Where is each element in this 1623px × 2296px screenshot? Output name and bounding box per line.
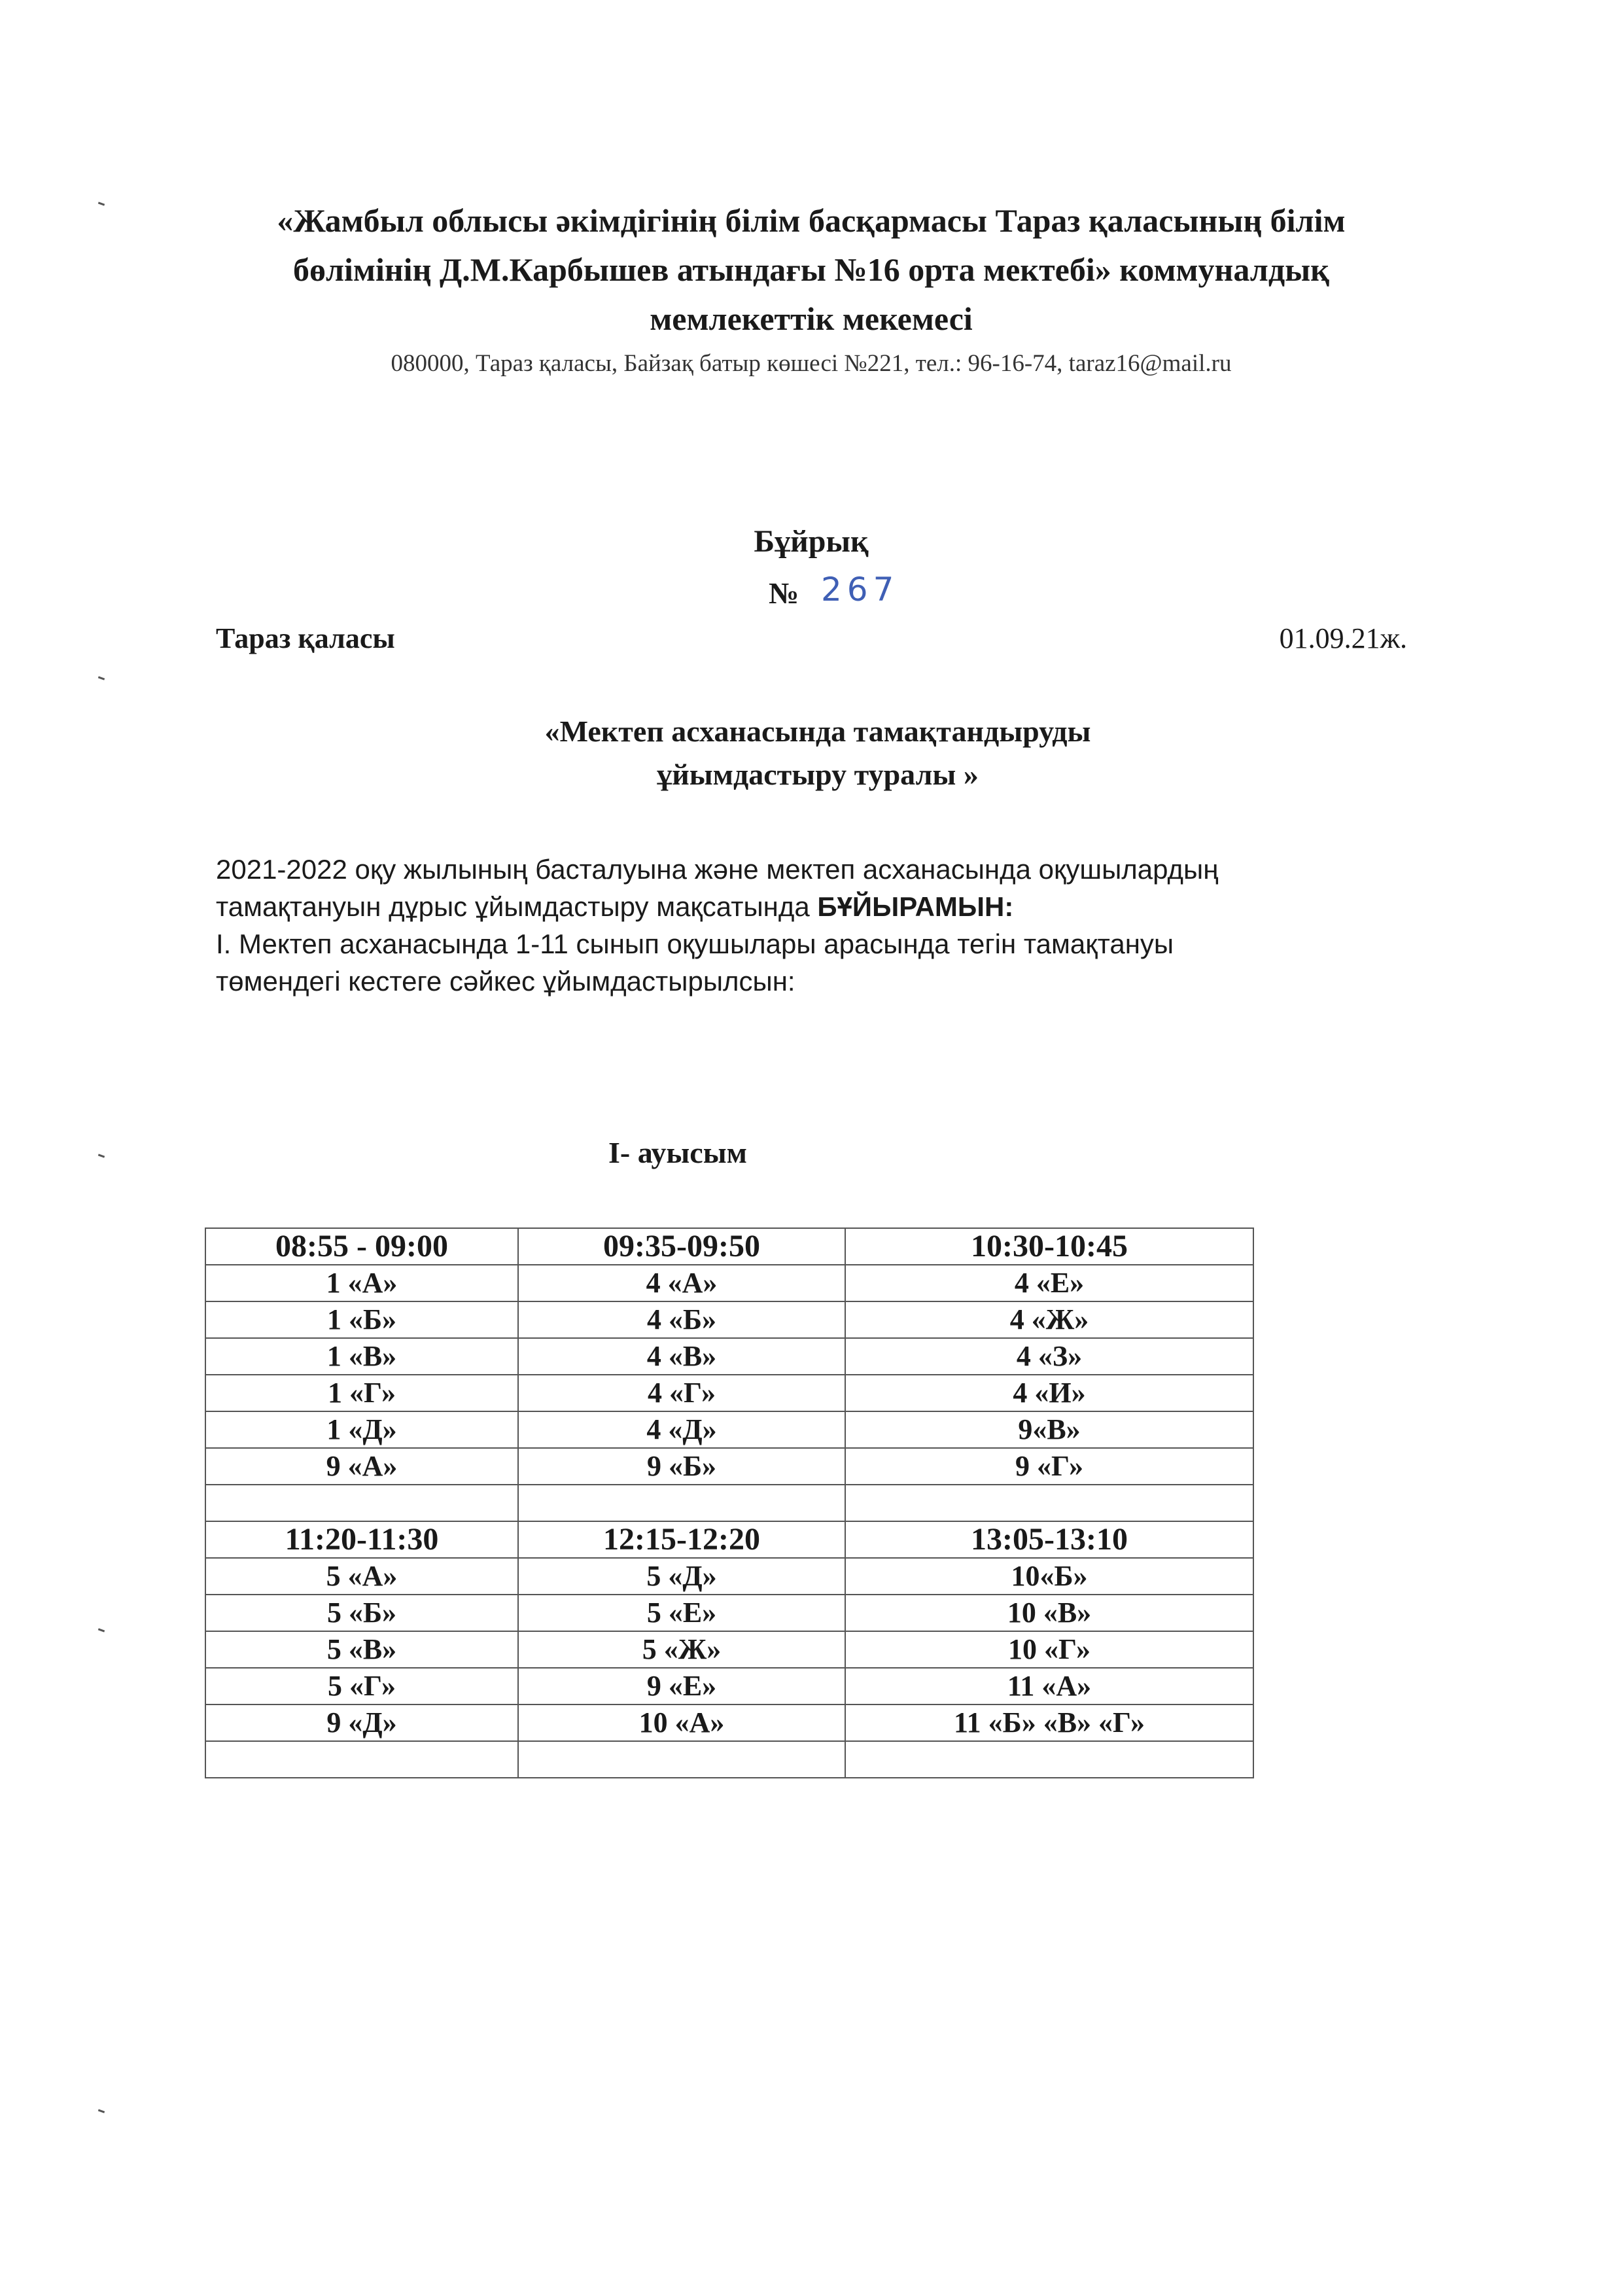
table-row <box>205 1301 1253 1338</box>
class-cell <box>845 1485 1253 1521</box>
class-cell: 11 «А» <box>845 1668 1253 1704</box>
order-number-label: № <box>769 576 799 610</box>
table-row <box>205 1668 1253 1704</box>
time-slot-cell: 11:20-11:30 <box>205 1521 518 1558</box>
body-line-4: төмендегі кестеге сәйкес ұйымдастырылсын: <box>216 966 795 997</box>
table-row <box>205 1704 1253 1741</box>
class-cell: 9 «Д» <box>205 1704 518 1741</box>
class-cell <box>205 1485 518 1521</box>
body-line-3: I. Мектеп асханасында 1-11 сынып оқушылары арасында тегін тамақтануы <box>216 928 1174 959</box>
table-row <box>205 1448 1253 1485</box>
school-address: 080000, Тараз қаласы, Байзақ батыр көшесі №221, тел.: 96-16-74, taraz16@mail.ru <box>391 350 1232 377</box>
order-subject <box>458 710 1178 796</box>
class-cell: 10 «Г» <box>845 1631 1253 1668</box>
class-cell <box>205 1741 518 1778</box>
time-slot-cell: 09:35-09:50 <box>518 1228 845 1265</box>
class-cell: 9 «А» <box>205 1448 518 1485</box>
subject-line-1: «Мектеп асханасында тамақтандыруды <box>544 715 1091 748</box>
class-cell: 5 «Г» <box>205 1668 518 1704</box>
class-cell <box>518 1485 845 1521</box>
table-row <box>205 1485 1253 1521</box>
time-slot-cell: 13:05-13:10 <box>845 1521 1253 1558</box>
body-line-2 <box>216 888 1406 925</box>
time-slot-row <box>205 1521 1253 1558</box>
order-date: 01.09.21ж. <box>1279 622 1407 654</box>
class-cell: 4 «Ж» <box>845 1301 1253 1338</box>
class-cell: 4 «З» <box>845 1338 1253 1375</box>
scan-mark <box>98 2109 105 2113</box>
class-cell: 4 «Д» <box>518 1411 845 1448</box>
class-cell: 9«В» <box>845 1411 1253 1448</box>
subject-line-2: ұйымдастыру туралы » <box>657 758 979 791</box>
order-body <box>216 851 1406 1000</box>
order-city: Тараз қаласы <box>216 622 395 654</box>
shift-title: I- ауысым <box>608 1136 747 1169</box>
class-cell: 9 «Б» <box>518 1448 845 1485</box>
class-cell <box>518 1741 845 1778</box>
scan-mark <box>98 1628 105 1632</box>
class-cell <box>845 1741 1253 1778</box>
class-cell: 11 «Б» «В» «Г» <box>845 1704 1253 1741</box>
table-row <box>205 1375 1253 1411</box>
time-slot-cell: 10:30-10:45 <box>845 1228 1253 1265</box>
table-row <box>205 1631 1253 1668</box>
header-line-1: «Жамбыл облысы әкімдігінің білім басқармасы Тараз қаласының білім <box>277 202 1346 239</box>
scan-mark <box>98 676 105 680</box>
class-cell: 4 «Е» <box>845 1265 1253 1301</box>
class-cell: 4 «А» <box>518 1265 845 1301</box>
order-title: Бұйрық <box>754 524 869 559</box>
class-cell: 1 «Г» <box>205 1375 518 1411</box>
class-cell: 9 «Г» <box>845 1448 1253 1485</box>
order-number-handwritten: 267 <box>821 571 899 609</box>
class-cell: 5 «А» <box>205 1558 518 1595</box>
table-row <box>205 1558 1253 1595</box>
table-row <box>205 1595 1253 1631</box>
header-line-2: бөлімінің Д.М.Карбышев атындағы №16 орта мектебі» коммуналдық <box>292 251 1329 288</box>
class-cell: 5 «Б» <box>205 1595 518 1631</box>
schedule-body <box>205 1228 1253 1778</box>
order-directive: БҰЙЫРАМЫН: <box>817 891 1014 922</box>
time-slot-cell: 08:55 - 09:00 <box>205 1228 518 1265</box>
class-cell: 1 «А» <box>205 1265 518 1301</box>
class-cell: 1 «В» <box>205 1338 518 1375</box>
class-cell: 10«Б» <box>845 1558 1253 1595</box>
class-cell: 5 «В» <box>205 1631 518 1668</box>
table-row <box>205 1265 1253 1301</box>
class-cell: 5 «Ж» <box>518 1631 845 1668</box>
meal-schedule-table <box>205 1227 1254 1778</box>
table-row <box>205 1338 1253 1375</box>
time-slot-row <box>205 1228 1253 1265</box>
class-cell: 10 «В» <box>845 1595 1253 1631</box>
class-cell: 4 «Г» <box>518 1375 845 1411</box>
scan-mark <box>98 1154 105 1157</box>
table-row <box>205 1411 1253 1448</box>
class-cell: 5 «Д» <box>518 1558 845 1595</box>
class-cell: 9 «Е» <box>518 1668 845 1704</box>
scan-mark <box>98 202 105 205</box>
header-line-3: мемлекеттік мекемесі <box>650 300 973 337</box>
class-cell: 1 «Д» <box>205 1411 518 1448</box>
body-line-2-text: тамақтануын дұрыс ұйымдастыру мақсатында <box>216 891 818 922</box>
table-row <box>205 1741 1253 1778</box>
class-cell: 5 «Е» <box>518 1595 845 1631</box>
class-cell: 10 «А» <box>518 1704 845 1741</box>
class-cell: 4 «В» <box>518 1338 845 1375</box>
time-slot-cell: 12:15-12:20 <box>518 1521 845 1558</box>
body-line-1: 2021-2022 оқу жылының басталуына және мектеп асханасында оқушылардың <box>216 854 1219 885</box>
class-cell: 4 «И» <box>845 1375 1253 1411</box>
school-header <box>196 196 1426 344</box>
class-cell: 1 «Б» <box>205 1301 518 1338</box>
class-cell: 4 «Б» <box>518 1301 845 1338</box>
